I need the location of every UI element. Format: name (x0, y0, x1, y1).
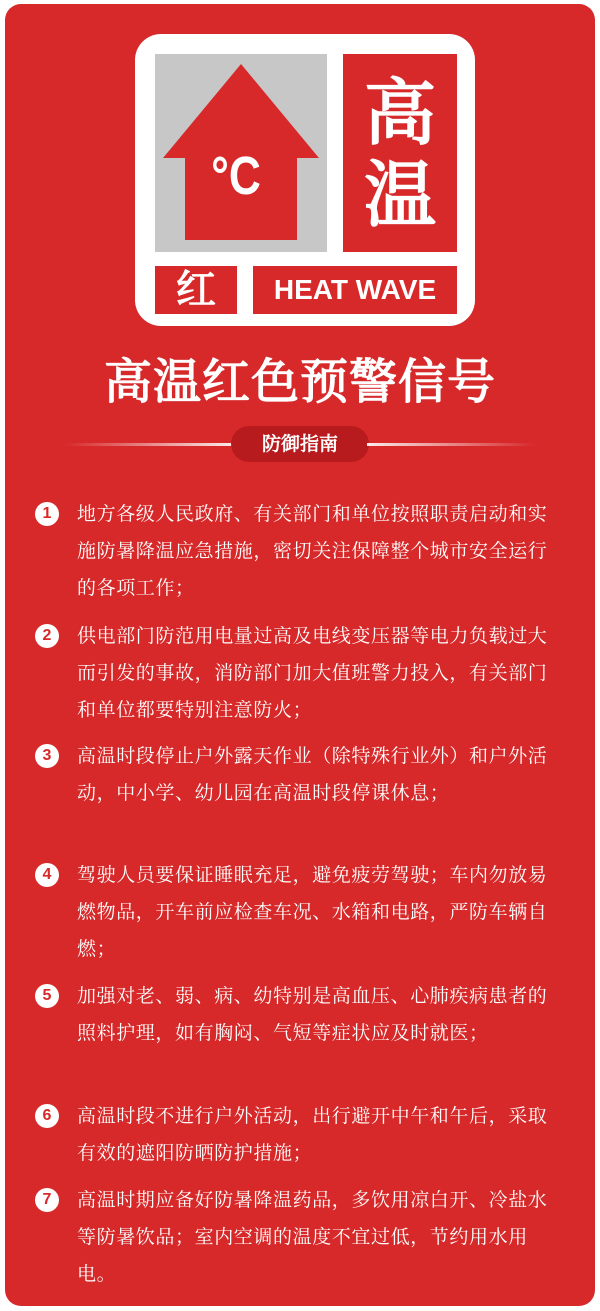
page-title: 高温红色预警信号 (103, 354, 496, 410)
celsius-symbol: °C (211, 146, 261, 206)
guide-header (5, 426, 595, 462)
item-text: 加强对老、弱、病、幼特别是高血压、心肺疾病患者的照料护理，如有胸闷、气短等症状应及时就医； (77, 985, 548, 1044)
heat-wave-badge (135, 34, 475, 326)
guide-label: 防御指南 (231, 426, 369, 462)
badge-title-char-1: 高 (363, 71, 436, 155)
item-number: 5 (35, 984, 59, 1008)
item-number: 1 (35, 502, 59, 526)
item-text: 地方各级人民政府、有关部门和单位按照职责启动和实施防暑降温应急措施，密切关注保障整个城市安全运行的各项工作； (77, 503, 548, 599)
item-number: 2 (35, 624, 59, 648)
item-text: 高温时段不进行户外活动，出行避开中午和午后，采取有效的遮阳防晒防护措施； (77, 1105, 548, 1164)
item-number: 7 (35, 1188, 59, 1212)
item-text: 高温时段停止户外露天作业（除特殊行业外）和户外活动，中小学、幼儿园在高温时段停课休息； (77, 745, 548, 804)
item-text: 供电部门防范用电量过高及电线变压器等电力负载过大而引发的事故，消防部门加大值班警力投入，有关部门和单位都要特别注意防火； (77, 625, 548, 721)
divider-left (65, 443, 233, 446)
english-label: HEAT WAVE (253, 266, 457, 314)
house-panel (155, 54, 327, 252)
badge-title-panel (343, 54, 457, 252)
warning-card (5, 4, 595, 1306)
divider-right (367, 443, 535, 446)
item-number: 4 (35, 863, 59, 887)
item-text: 高温时期应备好防暑降温药品，多饮用凉白开、冷盐水等防暑饮品；室内空调的温度不宜过低，节约用水用电。 (77, 1189, 548, 1285)
item-number: 3 (35, 744, 59, 768)
item-text: 驾驶人员要保证睡眠充足，避免疲劳驾驶；车内勿放易燃物品，开车前应检查车况、水箱和电路，严防车辆自燃； (77, 864, 548, 960)
warning-level-label: 红 (155, 266, 237, 314)
badge-title-char-2: 温 (363, 153, 436, 237)
item-number: 6 (35, 1104, 59, 1128)
